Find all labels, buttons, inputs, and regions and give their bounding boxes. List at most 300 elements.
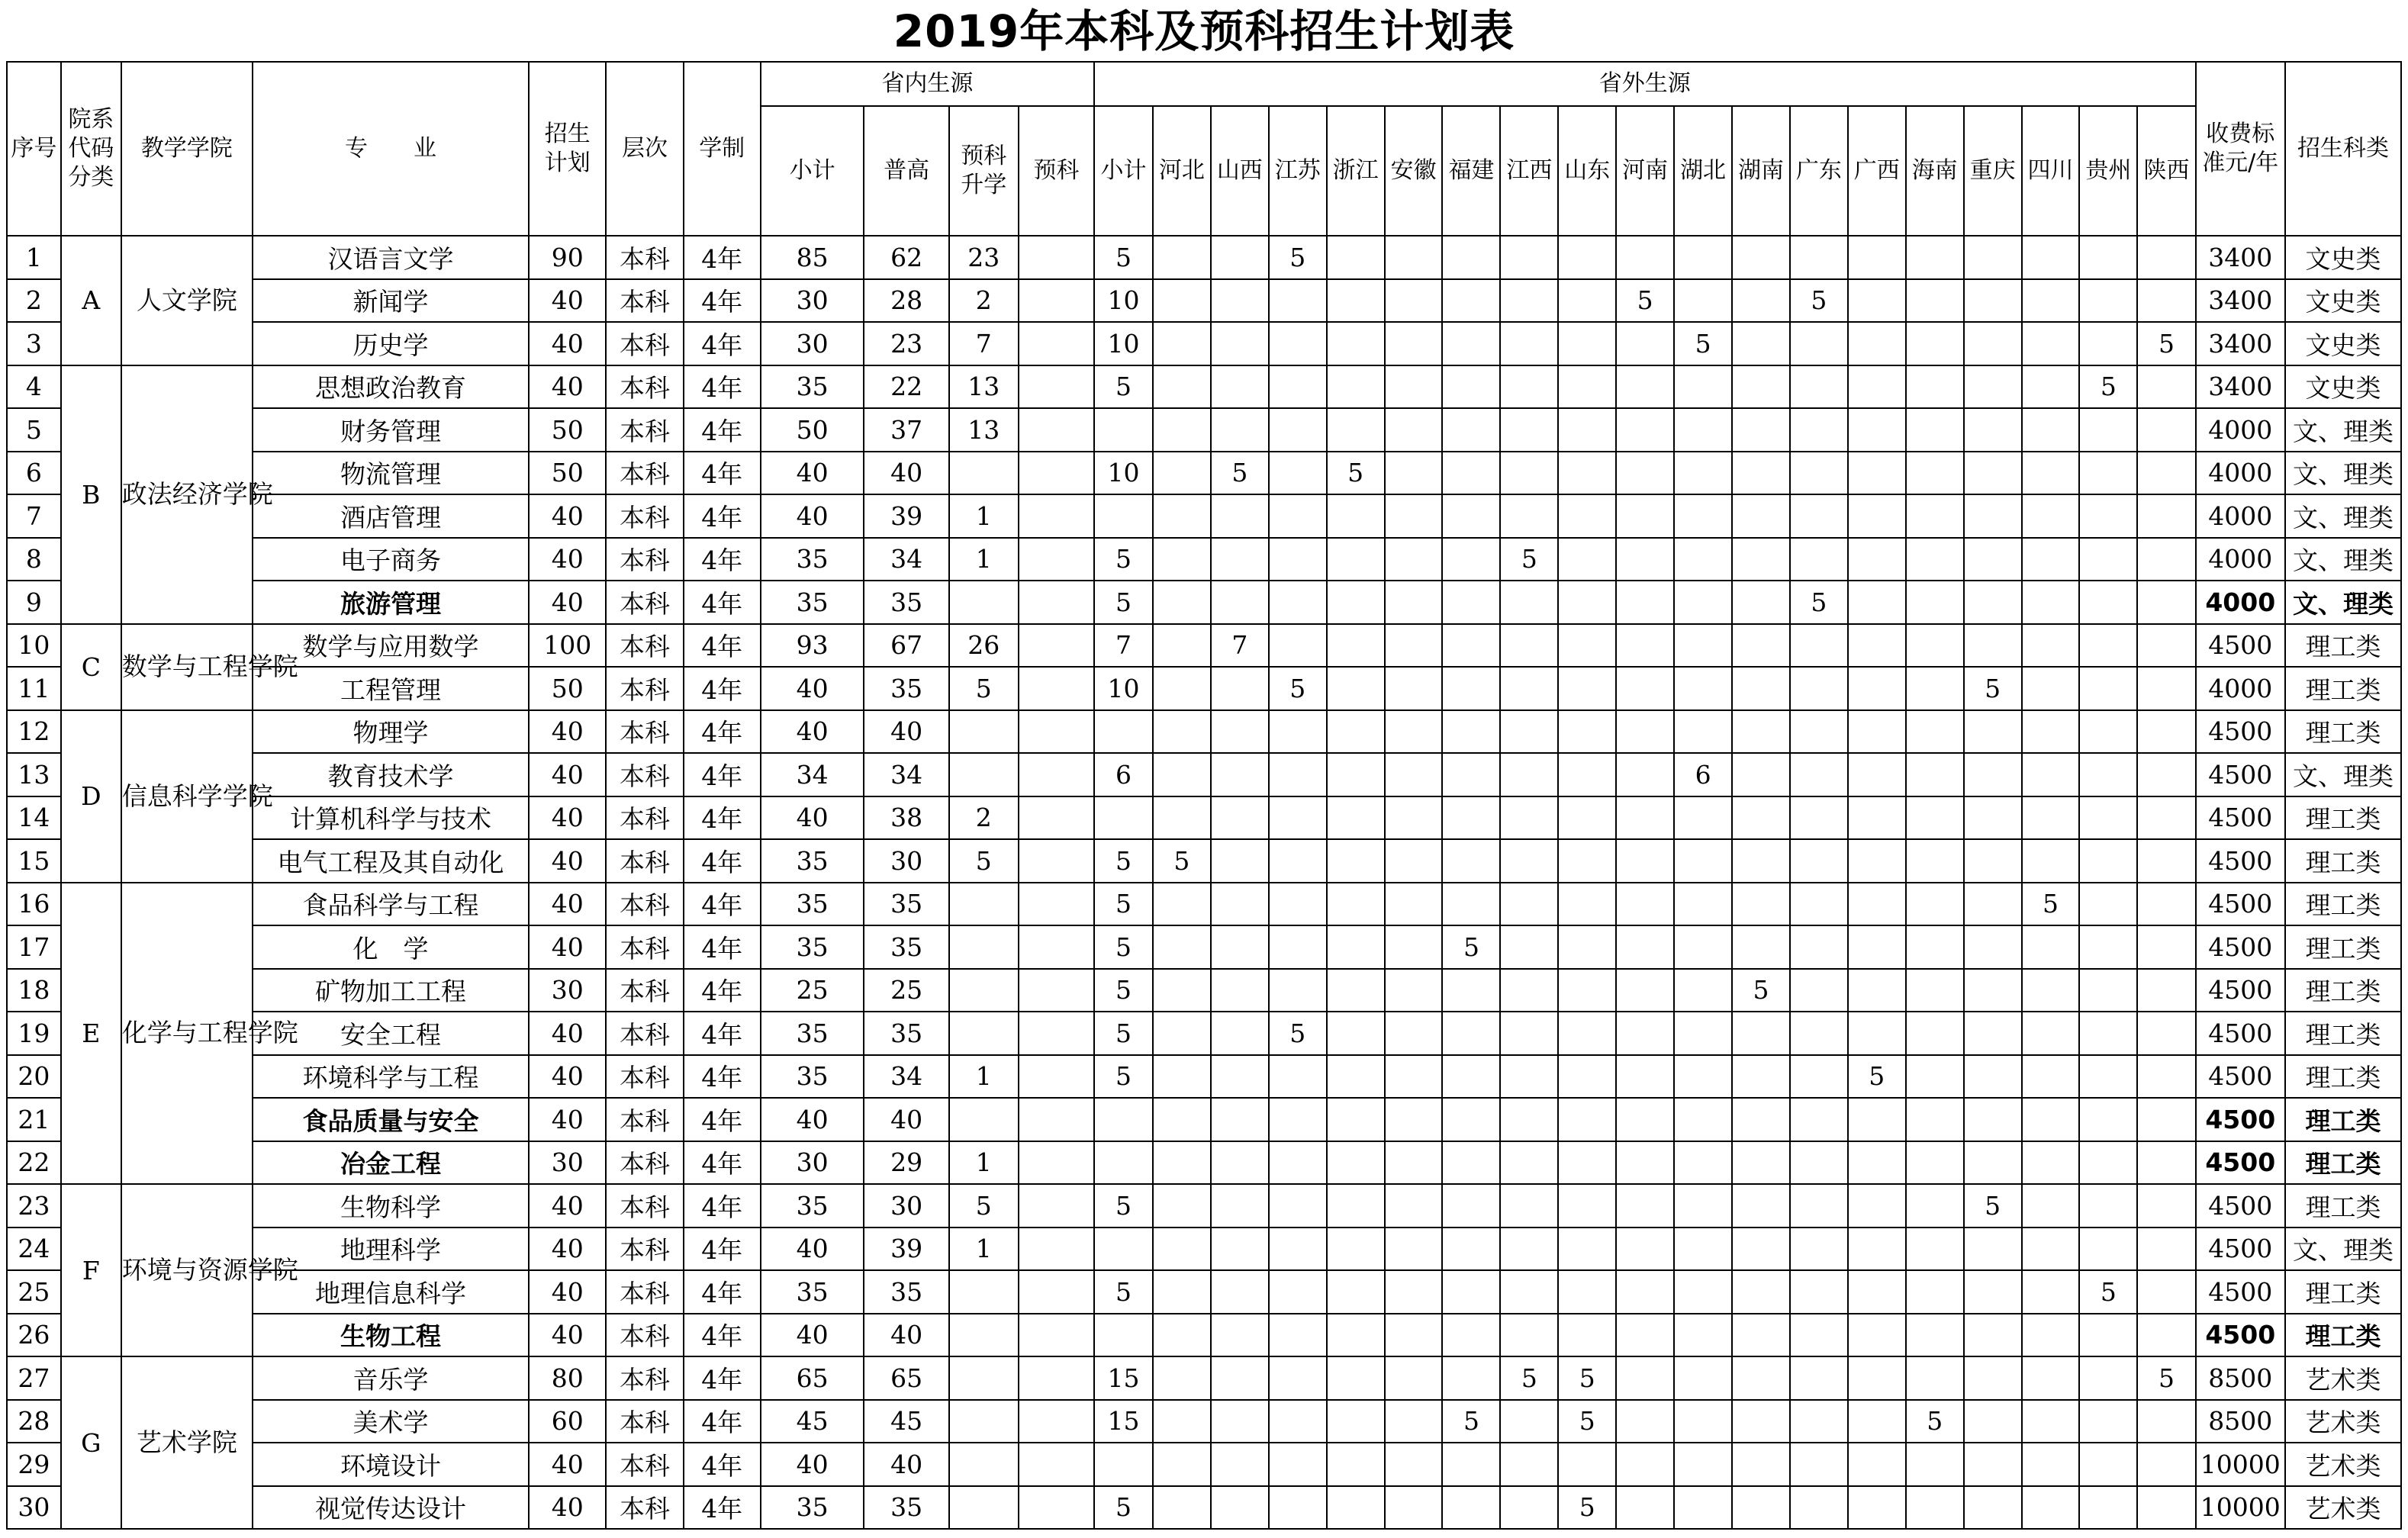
out-province-value	[1790, 667, 1848, 710]
out-province-value	[2022, 624, 2080, 668]
out-province-value	[1500, 1314, 1558, 1357]
out-province-value	[1906, 796, 1964, 840]
fee-value: 3400	[2196, 322, 2285, 365]
row-seq: 25	[7, 1270, 61, 1314]
level: 本科	[606, 365, 683, 409]
out-province-value	[2079, 1012, 2137, 1055]
out-province-value	[1964, 365, 2022, 409]
out-province-value	[1327, 839, 1385, 883]
duration: 4年	[684, 1184, 761, 1228]
table-row	[7, 667, 2401, 710]
in-province-value: 35	[761, 365, 864, 409]
fee-value: 4500	[2196, 1141, 2285, 1185]
out-province-value: 5	[1094, 969, 1153, 1012]
out-province-value	[1616, 1141, 1674, 1185]
out-province-value	[1500, 1270, 1558, 1314]
row-seq: 16	[7, 883, 61, 926]
out-province-value: 15	[1094, 1356, 1153, 1400]
duration: 4年	[684, 753, 761, 796]
out-province-value	[1269, 365, 1327, 409]
in-province-value: 40	[761, 1443, 864, 1486]
duration: 4年	[684, 494, 761, 538]
table-row	[7, 1228, 2401, 1271]
out-province-value	[1732, 236, 1790, 279]
out-province-value	[1442, 1098, 1500, 1141]
category-value: 理工类	[2285, 1270, 2401, 1314]
out-province-value	[1153, 1228, 1211, 1271]
table-row	[7, 1141, 2401, 1185]
out-province-value	[1790, 1400, 1848, 1443]
out-province-value	[1732, 1314, 1790, 1357]
row-seq: 2	[7, 279, 61, 323]
header-out-col: 河南	[1616, 106, 1674, 236]
in-province-value: 5	[949, 667, 1019, 710]
in-province-value	[1019, 1314, 1094, 1357]
out-province-value	[1964, 753, 2022, 796]
out-province-value: 5	[1211, 452, 1269, 495]
out-province-value	[2022, 753, 2080, 796]
out-province-value	[1964, 925, 2022, 969]
in-province-value: 40	[761, 710, 864, 754]
in-province-value: 40	[761, 494, 864, 538]
out-province-value	[1211, 753, 1269, 796]
out-province-value	[2137, 365, 2195, 409]
out-province-value	[1732, 452, 1790, 495]
out-province-value	[1327, 322, 1385, 365]
out-province-value	[1674, 1184, 1732, 1228]
out-province-value	[1211, 1486, 1269, 1530]
out-province-value	[1327, 796, 1385, 840]
out-province-value	[1153, 796, 1211, 840]
out-province-value	[1442, 408, 1500, 452]
out-province-value	[1964, 1098, 2022, 1141]
out-province-value	[1327, 667, 1385, 710]
category-value: 艺术类	[2285, 1356, 2401, 1400]
out-province-value	[1269, 1098, 1327, 1141]
out-province-value	[1153, 581, 1211, 624]
major-name: 物流管理	[253, 452, 529, 495]
out-province-value	[1442, 710, 1500, 754]
category-value: 理工类	[2285, 969, 2401, 1012]
in-province-value	[1019, 796, 1094, 840]
out-province-value	[1616, 408, 1674, 452]
out-province-value	[2022, 667, 2080, 710]
in-province-value	[949, 1270, 1019, 1314]
out-province-value	[1442, 1228, 1500, 1271]
out-province-value	[2022, 796, 2080, 840]
duration: 4年	[684, 452, 761, 495]
plan-count: 40	[529, 365, 606, 409]
out-province-value	[2137, 452, 2195, 495]
out-province-value	[1674, 925, 1732, 969]
out-province-value	[2137, 538, 2195, 581]
out-province-value	[1385, 796, 1443, 840]
out-province-value: 5	[1964, 667, 2022, 710]
header-code: 院系代码分类	[61, 62, 121, 236]
major-name: 安全工程	[253, 1012, 529, 1055]
out-province-value: 5	[1153, 839, 1211, 883]
out-province-value	[1385, 667, 1443, 710]
in-province-value	[1019, 667, 1094, 710]
in-province-value: 22	[864, 365, 948, 409]
out-province-value	[2137, 1055, 2195, 1099]
out-province-value	[2137, 753, 2195, 796]
category-value: 理工类	[2285, 1184, 2401, 1228]
header-in-col: 预科	[1019, 106, 1094, 236]
level: 本科	[606, 1012, 683, 1055]
out-province-value	[1442, 452, 1500, 495]
duration: 4年	[684, 1443, 761, 1486]
out-province-value	[1790, 1314, 1848, 1357]
out-province-value	[1327, 581, 1385, 624]
out-province-value	[1732, 581, 1790, 624]
out-province-value	[2137, 969, 2195, 1012]
college-code: D	[61, 710, 121, 883]
out-province-value	[2137, 667, 2195, 710]
out-province-value	[1674, 365, 1732, 409]
out-province-value	[1153, 1443, 1211, 1486]
out-province-value	[1848, 753, 1906, 796]
out-province-value	[1153, 883, 1211, 926]
out-province-value	[1848, 925, 1906, 969]
out-province-value	[1385, 1314, 1443, 1357]
in-province-value: 40	[864, 710, 948, 754]
out-province-value	[1211, 667, 1269, 710]
out-province-value: 5	[1094, 1486, 1153, 1530]
out-province-value	[1616, 624, 1674, 668]
out-province-value	[1616, 236, 1674, 279]
out-province-value	[1153, 1314, 1211, 1357]
out-province-value	[1211, 1141, 1269, 1185]
out-province-value	[1327, 279, 1385, 323]
out-province-value	[1327, 236, 1385, 279]
out-province-value	[1790, 1356, 1848, 1400]
in-province-value: 5	[949, 1184, 1019, 1228]
out-province-value	[1442, 1270, 1500, 1314]
out-province-value	[1094, 710, 1153, 754]
out-province-value	[1211, 581, 1269, 624]
out-province-value	[1153, 753, 1211, 796]
college-code: G	[61, 1356, 121, 1529]
plan-count: 40	[529, 796, 606, 840]
out-province-value	[1790, 753, 1848, 796]
out-province-value: 10	[1094, 279, 1153, 323]
out-province-value	[1442, 796, 1500, 840]
major-name: 生物科学	[253, 1184, 529, 1228]
major-name: 旅游管理	[253, 581, 529, 624]
plan-count: 40	[529, 1012, 606, 1055]
major-name: 计算机科学与技术	[253, 796, 529, 840]
in-province-value: 38	[864, 796, 948, 840]
duration: 4年	[684, 883, 761, 926]
out-province-value	[1269, 1400, 1327, 1443]
out-province-value	[1211, 1270, 1269, 1314]
out-province-value	[1674, 452, 1732, 495]
out-province-value	[1327, 883, 1385, 926]
college-name: 化学与工程学院	[121, 883, 253, 1185]
out-province-value	[1500, 753, 1558, 796]
out-province-value	[1674, 1400, 1732, 1443]
out-province-value	[1790, 1228, 1848, 1271]
out-province-value	[1327, 1055, 1385, 1099]
out-province-value	[1500, 1055, 1558, 1099]
in-province-value: 13	[949, 365, 1019, 409]
in-province-value	[1019, 753, 1094, 796]
plan-count: 40	[529, 538, 606, 581]
out-province-value	[2022, 1443, 2080, 1486]
header-out-col: 福建	[1442, 106, 1500, 236]
header-out-col: 贵州	[2079, 106, 2137, 236]
out-province-value	[1616, 494, 1674, 538]
out-province-value	[1385, 408, 1443, 452]
in-province-value	[1019, 1184, 1094, 1228]
out-province-value	[2022, 710, 2080, 754]
out-province-value: 5	[1094, 1184, 1153, 1228]
out-province-value	[1674, 1270, 1732, 1314]
out-province-value	[1790, 1486, 1848, 1530]
out-province-value	[1964, 1486, 2022, 1530]
out-province-value: 5	[1094, 925, 1153, 969]
in-province-value	[949, 1314, 1019, 1357]
header-level: 层次	[606, 62, 683, 236]
fee-value: 10000	[2196, 1443, 2285, 1486]
out-province-value	[1327, 710, 1385, 754]
out-province-value	[1327, 925, 1385, 969]
out-province-value	[1269, 839, 1327, 883]
in-province-value: 35	[864, 925, 948, 969]
in-province-value	[949, 1098, 1019, 1141]
college-name: 数学与工程学院	[121, 624, 253, 710]
out-province-value	[1732, 839, 1790, 883]
fee-value: 4500	[2196, 925, 2285, 969]
major-name: 新闻学	[253, 279, 529, 323]
out-province-value	[1906, 839, 1964, 883]
in-province-value	[1019, 538, 1094, 581]
out-province-value	[2022, 1098, 2080, 1141]
out-province-value	[1269, 1314, 1327, 1357]
header-out-col: 山东	[1558, 106, 1616, 236]
out-province-value	[1906, 1098, 1964, 1141]
out-province-value	[1558, 494, 1616, 538]
category-value: 文、理类	[2285, 494, 2401, 538]
header-out-col: 陕西	[2137, 106, 2195, 236]
out-province-value	[1964, 1055, 2022, 1099]
table-row	[7, 581, 2401, 624]
out-province-value: 5	[1094, 883, 1153, 926]
out-province-value	[1385, 236, 1443, 279]
out-province-value	[1442, 1055, 1500, 1099]
row-seq: 29	[7, 1443, 61, 1486]
major-name: 矿物加工工程	[253, 969, 529, 1012]
plan-count: 40	[529, 322, 606, 365]
in-province-value: 35	[761, 883, 864, 926]
out-province-value	[1674, 839, 1732, 883]
out-province-value	[1211, 969, 1269, 1012]
out-province-value	[1558, 365, 1616, 409]
out-province-value	[2079, 538, 2137, 581]
table-row	[7, 1486, 2401, 1530]
out-province-value: 5	[1558, 1356, 1616, 1400]
major-name: 环境设计	[253, 1443, 529, 1486]
out-province-value	[1558, 624, 1616, 668]
in-province-value	[1019, 1098, 1094, 1141]
out-province-value	[2079, 710, 2137, 754]
plan-count: 100	[529, 624, 606, 668]
row-seq: 13	[7, 753, 61, 796]
out-province-value: 5	[2137, 322, 2195, 365]
out-province-value	[1906, 322, 1964, 365]
out-province-value	[1674, 494, 1732, 538]
level: 本科	[606, 883, 683, 926]
header-fee: 收费标准元/年	[2196, 62, 2285, 236]
out-province-value	[1616, 710, 1674, 754]
out-province-value: 5	[1790, 279, 1848, 323]
out-province-value	[1211, 925, 1269, 969]
out-province-value	[1732, 1184, 1790, 1228]
fee-value: 4500	[2196, 883, 2285, 926]
in-province-value	[1019, 1400, 1094, 1443]
fee-value: 4000	[2196, 538, 2285, 581]
out-province-value	[1094, 1314, 1153, 1357]
category-value: 理工类	[2285, 624, 2401, 668]
out-province-value	[1674, 1486, 1732, 1530]
duration: 4年	[684, 1055, 761, 1099]
fee-value: 4000	[2196, 667, 2285, 710]
out-province-value	[1442, 538, 1500, 581]
out-province-value	[1848, 365, 1906, 409]
out-province-value	[1269, 1141, 1327, 1185]
in-province-value	[1019, 1141, 1094, 1185]
out-province-value: 5	[1616, 279, 1674, 323]
major-name: 电子商务	[253, 538, 529, 581]
level: 本科	[606, 667, 683, 710]
row-seq: 5	[7, 408, 61, 452]
out-province-value	[1558, 710, 1616, 754]
major-name: 电气工程及其自动化	[253, 839, 529, 883]
level: 本科	[606, 279, 683, 323]
college-code: B	[61, 365, 121, 624]
out-province-value	[1964, 322, 2022, 365]
in-province-value: 35	[864, 581, 948, 624]
out-province-value: 5	[1094, 1270, 1153, 1314]
in-province-value: 35	[864, 883, 948, 926]
duration: 4年	[684, 1314, 761, 1357]
out-province-value	[1558, 452, 1616, 495]
out-province-value	[2079, 1443, 2137, 1486]
category-value: 文、理类	[2285, 1228, 2401, 1271]
out-province-value	[1848, 494, 1906, 538]
out-province-value	[1790, 883, 1848, 926]
fee-value: 4500	[2196, 1184, 2285, 1228]
duration: 4年	[684, 1228, 761, 1271]
out-province-value	[1442, 1443, 1500, 1486]
in-province-value	[1019, 279, 1094, 323]
out-province-value	[1269, 581, 1327, 624]
out-province-value	[2022, 452, 2080, 495]
in-province-value: 25	[761, 969, 864, 1012]
out-province-value	[1616, 1012, 1674, 1055]
out-province-value	[2022, 494, 2080, 538]
out-province-value	[1442, 1486, 1500, 1530]
plan-count: 30	[529, 1141, 606, 1185]
fee-value: 4500	[2196, 710, 2285, 754]
duration: 4年	[684, 1141, 761, 1185]
header-out-col: 河北	[1153, 106, 1211, 236]
out-province-value	[1385, 1486, 1443, 1530]
plan-count: 40	[529, 279, 606, 323]
out-province-value	[1153, 1184, 1211, 1228]
major-name: 生物工程	[253, 1314, 529, 1357]
out-province-value	[1211, 1228, 1269, 1271]
out-province-value	[1269, 1356, 1327, 1400]
out-province-value: 5	[1094, 365, 1153, 409]
out-province-value	[1385, 1012, 1443, 1055]
out-province-value	[1674, 710, 1732, 754]
table-row	[7, 1443, 2401, 1486]
out-province-value: 6	[1094, 753, 1153, 796]
out-province-value	[1094, 1443, 1153, 1486]
out-province-value	[1558, 1141, 1616, 1185]
out-province-value	[1616, 452, 1674, 495]
out-province-value	[1848, 1314, 1906, 1357]
out-province-value	[1964, 969, 2022, 1012]
major-name: 环境科学与工程	[253, 1055, 529, 1099]
duration: 4年	[684, 796, 761, 840]
table-row	[7, 796, 2401, 840]
out-province-value	[1906, 1270, 1964, 1314]
plan-count: 40	[529, 494, 606, 538]
in-province-value: 30	[761, 279, 864, 323]
out-province-value	[2079, 667, 2137, 710]
out-province-value	[2079, 624, 2137, 668]
in-province-value: 35	[864, 1270, 948, 1314]
out-province-value	[1558, 1443, 1616, 1486]
out-province-value	[1327, 1400, 1385, 1443]
duration: 4年	[684, 581, 761, 624]
in-province-value: 34	[761, 753, 864, 796]
out-province-value	[1385, 1443, 1443, 1486]
plan-count: 50	[529, 408, 606, 452]
category-value: 文、理类	[2285, 408, 2401, 452]
level: 本科	[606, 1486, 683, 1530]
out-province-value	[1790, 710, 1848, 754]
category-value: 理工类	[2285, 667, 2401, 710]
category-value: 理工类	[2285, 883, 2401, 926]
level: 本科	[606, 1184, 683, 1228]
out-province-value	[2022, 1314, 2080, 1357]
major-name: 冶金工程	[253, 1141, 529, 1185]
college-code: F	[61, 1184, 121, 1356]
table-row	[7, 279, 2401, 323]
out-province-value	[2022, 279, 2080, 323]
row-seq: 1	[7, 236, 61, 279]
table-row	[7, 1400, 2401, 1443]
out-province-value	[1732, 1270, 1790, 1314]
out-province-value	[1674, 1055, 1732, 1099]
out-province-value	[1558, 581, 1616, 624]
out-province-value: 5	[1674, 322, 1732, 365]
out-province-value	[2022, 581, 2080, 624]
out-province-value	[1385, 1270, 1443, 1314]
out-province-value	[1732, 1356, 1790, 1400]
out-province-value	[1616, 1055, 1674, 1099]
out-province-value: 5	[1094, 236, 1153, 279]
out-province-value: 5	[1269, 236, 1327, 279]
out-province-value	[1906, 1055, 1964, 1099]
in-province-value	[1019, 1443, 1094, 1486]
major-name: 美术学	[253, 1400, 529, 1443]
out-province-value	[1327, 1228, 1385, 1271]
